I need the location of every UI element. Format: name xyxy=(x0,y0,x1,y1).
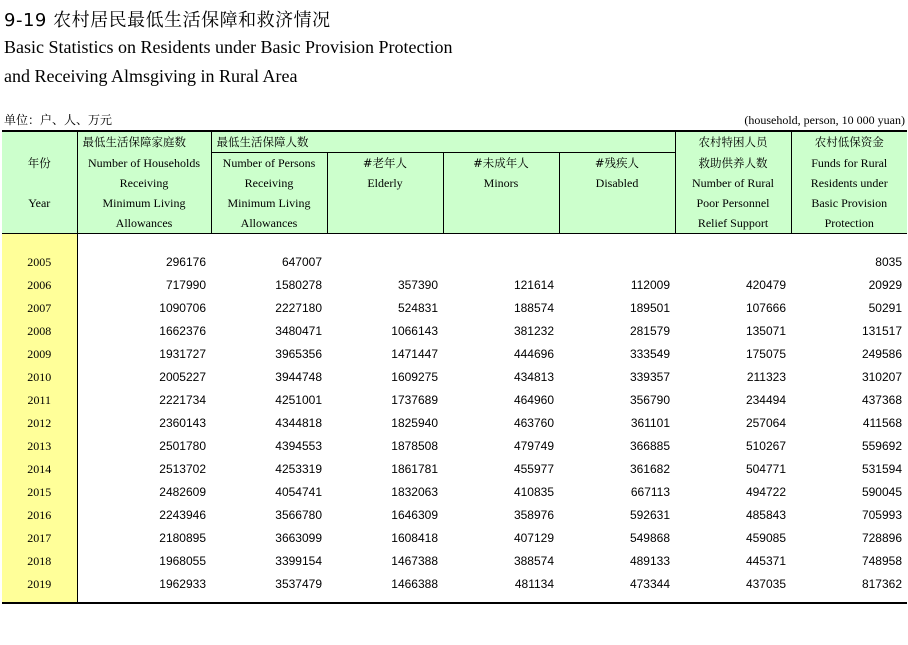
cell-minors: 463760 xyxy=(513,416,554,430)
cell-persons: 4344818 xyxy=(275,416,322,430)
header-elderly: #老年人 Elderly xyxy=(327,153,443,234)
header-year-en: Year xyxy=(28,195,51,210)
cell-minors: 481134 xyxy=(443,571,559,603)
cell-poor-relief xyxy=(675,234,791,273)
cell-year: 2016 xyxy=(2,502,77,525)
cell-year: 2010 xyxy=(2,364,77,387)
cell-poor-relief: 437035 xyxy=(675,571,791,603)
cell-elderly: 1737689 xyxy=(391,393,438,407)
header-households-en: Number of Households Receiving Minimum Living Allowances xyxy=(77,153,211,234)
header-year-labels xyxy=(2,153,77,234)
cell-funds: 817362 xyxy=(791,571,907,603)
cell-disabled: 361682 xyxy=(629,462,670,476)
cell-minors: 434813 xyxy=(513,370,554,384)
table-row xyxy=(2,456,907,479)
table-row xyxy=(2,548,907,571)
cell-persons: 4054741 xyxy=(275,485,322,499)
cell-elderly: 1471447 xyxy=(391,347,438,361)
cell-funds: 411568 xyxy=(862,416,902,430)
cell-disabled: 112009 xyxy=(630,278,670,292)
cell-minors: 455977 xyxy=(513,462,554,476)
cell-year: 2015 xyxy=(2,479,77,502)
table-row xyxy=(2,410,907,433)
cell-households: 2005227 xyxy=(159,370,206,384)
cell-persons: 647007 xyxy=(211,234,327,273)
header-year xyxy=(2,131,77,153)
cell-persons: 3480471 xyxy=(275,324,322,338)
cell-poor-relief: 175075 xyxy=(745,347,786,361)
header-funds-en: Funds for Rural Residents under Basic Provision Protection xyxy=(791,153,907,234)
cell-poor-relief: 445371 xyxy=(745,554,786,568)
page-title-en-line1: Basic Statistics on Residents under Basic Provision Protection xyxy=(4,37,453,57)
cell-elderly: 1066143 xyxy=(391,324,438,338)
cell-households: 296176 xyxy=(77,234,211,273)
statistics-table xyxy=(2,130,907,604)
cell-poor-relief: 485843 xyxy=(745,508,786,522)
cell-disabled: 361101 xyxy=(630,416,670,430)
cell-elderly: 1609275 xyxy=(391,370,438,384)
cell-households: 1662376 xyxy=(159,324,206,338)
cell-disabled: 281579 xyxy=(629,324,670,338)
cell-households: 1090706 xyxy=(159,301,206,315)
cell-disabled: 592631 xyxy=(629,508,670,522)
cell-elderly: 1646309 xyxy=(391,508,438,522)
table-row xyxy=(2,318,907,341)
cell-elderly xyxy=(327,234,443,273)
cell-funds: 705993 xyxy=(861,508,902,522)
cell-persons: 3944748 xyxy=(275,370,322,384)
cell-year: 2018 xyxy=(2,548,77,571)
cell-poor-relief: 510267 xyxy=(745,439,786,453)
cell-households: 2501780 xyxy=(159,439,206,453)
cell-poor-relief: 257064 xyxy=(745,416,786,430)
cell-households: 2482609 xyxy=(159,485,206,499)
cell-elderly: 1825940 xyxy=(391,416,438,430)
cell-disabled xyxy=(559,234,675,273)
table-header xyxy=(2,131,907,234)
header-persons-cn: 最低生活保障人数 xyxy=(211,131,675,153)
header-poor-en: 救助供养人数 Number of Rural Poor Personnel Relief Support xyxy=(675,153,791,234)
cell-funds: 531594 xyxy=(861,462,902,476)
header-funds-cn: 农村低保资金 xyxy=(791,131,907,153)
cell-year: 2006 xyxy=(2,272,77,295)
cell-disabled: 366885 xyxy=(629,439,670,453)
table-row xyxy=(2,433,907,456)
cell-year: 2011 xyxy=(2,387,77,410)
cell-disabled: 356790 xyxy=(629,393,670,407)
cell-minors: 358976 xyxy=(513,508,554,522)
cell-disabled: 667113 xyxy=(630,485,670,499)
cell-disabled: 189501 xyxy=(629,301,670,315)
cell-minors: 444696 xyxy=(513,347,554,361)
header-minors: #未成年人 Minors xyxy=(443,153,559,234)
cell-households: 2180895 xyxy=(159,531,206,545)
cell-disabled: 473344 xyxy=(559,571,675,603)
cell-persons: 1580278 xyxy=(275,278,322,292)
table-row xyxy=(2,341,907,364)
cell-households: 2513702 xyxy=(159,462,206,476)
cell-poor-relief: 211323 xyxy=(746,370,786,384)
cell-year: 2019 xyxy=(2,571,77,603)
cell-minors: 188574 xyxy=(513,301,554,315)
cell-funds: 728896 xyxy=(861,531,902,545)
cell-disabled: 549868 xyxy=(629,531,670,545)
cell-funds: 8035 xyxy=(791,234,907,273)
cell-elderly: 1861781 xyxy=(391,462,438,476)
cell-poor-relief: 504771 xyxy=(745,462,786,476)
page-title-cn: 9-19 农村居民最低生活保障和救济情况 xyxy=(4,10,331,31)
cell-disabled: 333549 xyxy=(629,347,670,361)
cell-funds: 20929 xyxy=(868,278,902,292)
cell-year: 2005 xyxy=(2,234,77,273)
table-row xyxy=(2,234,907,273)
cell-year: 2007 xyxy=(2,295,77,318)
cell-elderly: 1878508 xyxy=(391,439,438,453)
header-households-cn: 最低生活保障家庭数 xyxy=(77,131,211,153)
cell-persons: 4394553 xyxy=(275,439,322,453)
cell-minors: 464960 xyxy=(513,393,554,407)
table-row xyxy=(2,387,907,410)
cell-poor-relief: 459085 xyxy=(745,531,786,545)
cell-poor-relief: 234494 xyxy=(745,393,786,407)
page-title-en-line2: and Receiving Almsgiving in Rural Area xyxy=(4,66,298,86)
cell-minors xyxy=(443,234,559,273)
cell-minors: 121614 xyxy=(513,278,554,292)
cell-persons: 4251001 xyxy=(275,393,322,407)
cell-funds: 310207 xyxy=(861,370,902,384)
cell-funds: 131517 xyxy=(861,324,902,338)
cell-households: 1968055 xyxy=(159,554,206,568)
cell-poor-relief: 135071 xyxy=(745,324,786,338)
cell-funds: 559692 xyxy=(861,439,902,453)
cell-year: 2008 xyxy=(2,318,77,341)
cell-disabled: 489133 xyxy=(629,554,670,568)
cell-persons: 3663099 xyxy=(275,531,322,545)
cell-funds: 50291 xyxy=(868,301,902,315)
cell-persons: 3537479 xyxy=(211,571,327,603)
cell-households: 1962933 xyxy=(77,571,211,603)
cell-minors: 407129 xyxy=(513,531,554,545)
cell-persons: 3566780 xyxy=(275,508,322,522)
cell-year: 2009 xyxy=(2,341,77,364)
cell-elderly: 1466388 xyxy=(327,571,443,603)
cell-elderly: 1832063 xyxy=(391,485,438,499)
header-year-cn: 年份 xyxy=(27,155,51,170)
cell-funds: 748958 xyxy=(861,554,902,568)
table-row xyxy=(2,364,907,387)
cell-households: 2360143 xyxy=(159,416,206,430)
cell-year: 2017 xyxy=(2,525,77,548)
cell-persons: 2227180 xyxy=(275,301,322,315)
cell-funds: 249586 xyxy=(861,347,902,361)
table-row xyxy=(2,272,907,295)
table-row xyxy=(2,571,907,603)
cell-year: 2012 xyxy=(2,410,77,433)
cell-households: 2243946 xyxy=(159,508,206,522)
cell-funds: 437368 xyxy=(861,393,902,407)
cell-minors: 410835 xyxy=(513,485,554,499)
cell-poor-relief: 494722 xyxy=(745,485,786,499)
cell-elderly: 357390 xyxy=(397,278,438,292)
cell-year: 2014 xyxy=(2,456,77,479)
cell-persons: 4253319 xyxy=(275,462,322,476)
cell-funds: 590045 xyxy=(861,485,902,499)
unit-label-cn: 单位：户、人、万元 xyxy=(4,113,113,127)
cell-persons: 3965356 xyxy=(275,347,322,361)
cell-households: 2221734 xyxy=(159,393,206,407)
cell-elderly: 524831 xyxy=(397,301,438,315)
header-persons-en: Number of Persons Receiving Minimum Living Allowances xyxy=(211,153,327,234)
cell-minors: 388574 xyxy=(513,554,554,568)
cell-households: 1931727 xyxy=(159,347,206,361)
cell-households: 717990 xyxy=(165,278,206,292)
cell-poor-relief: 420479 xyxy=(745,278,786,292)
table-row xyxy=(2,295,907,318)
header-disabled: #残疾人 Disabled xyxy=(559,153,675,234)
table-body xyxy=(2,234,907,604)
table-row xyxy=(2,502,907,525)
table-row xyxy=(2,525,907,548)
unit-label-en: (household, person, 10 000 yuan) xyxy=(744,113,905,127)
cell-persons: 3399154 xyxy=(275,554,322,568)
cell-poor-relief: 107666 xyxy=(745,301,786,315)
cell-elderly: 1467388 xyxy=(391,554,438,568)
header-poor-cn: 农村特困人员 xyxy=(675,131,791,153)
cell-elderly: 1608418 xyxy=(391,531,438,545)
cell-year: 2013 xyxy=(2,433,77,456)
cell-disabled: 339357 xyxy=(629,370,670,384)
table-row xyxy=(2,479,907,502)
cell-minors: 381232 xyxy=(513,324,554,338)
cell-minors: 479749 xyxy=(513,439,554,453)
